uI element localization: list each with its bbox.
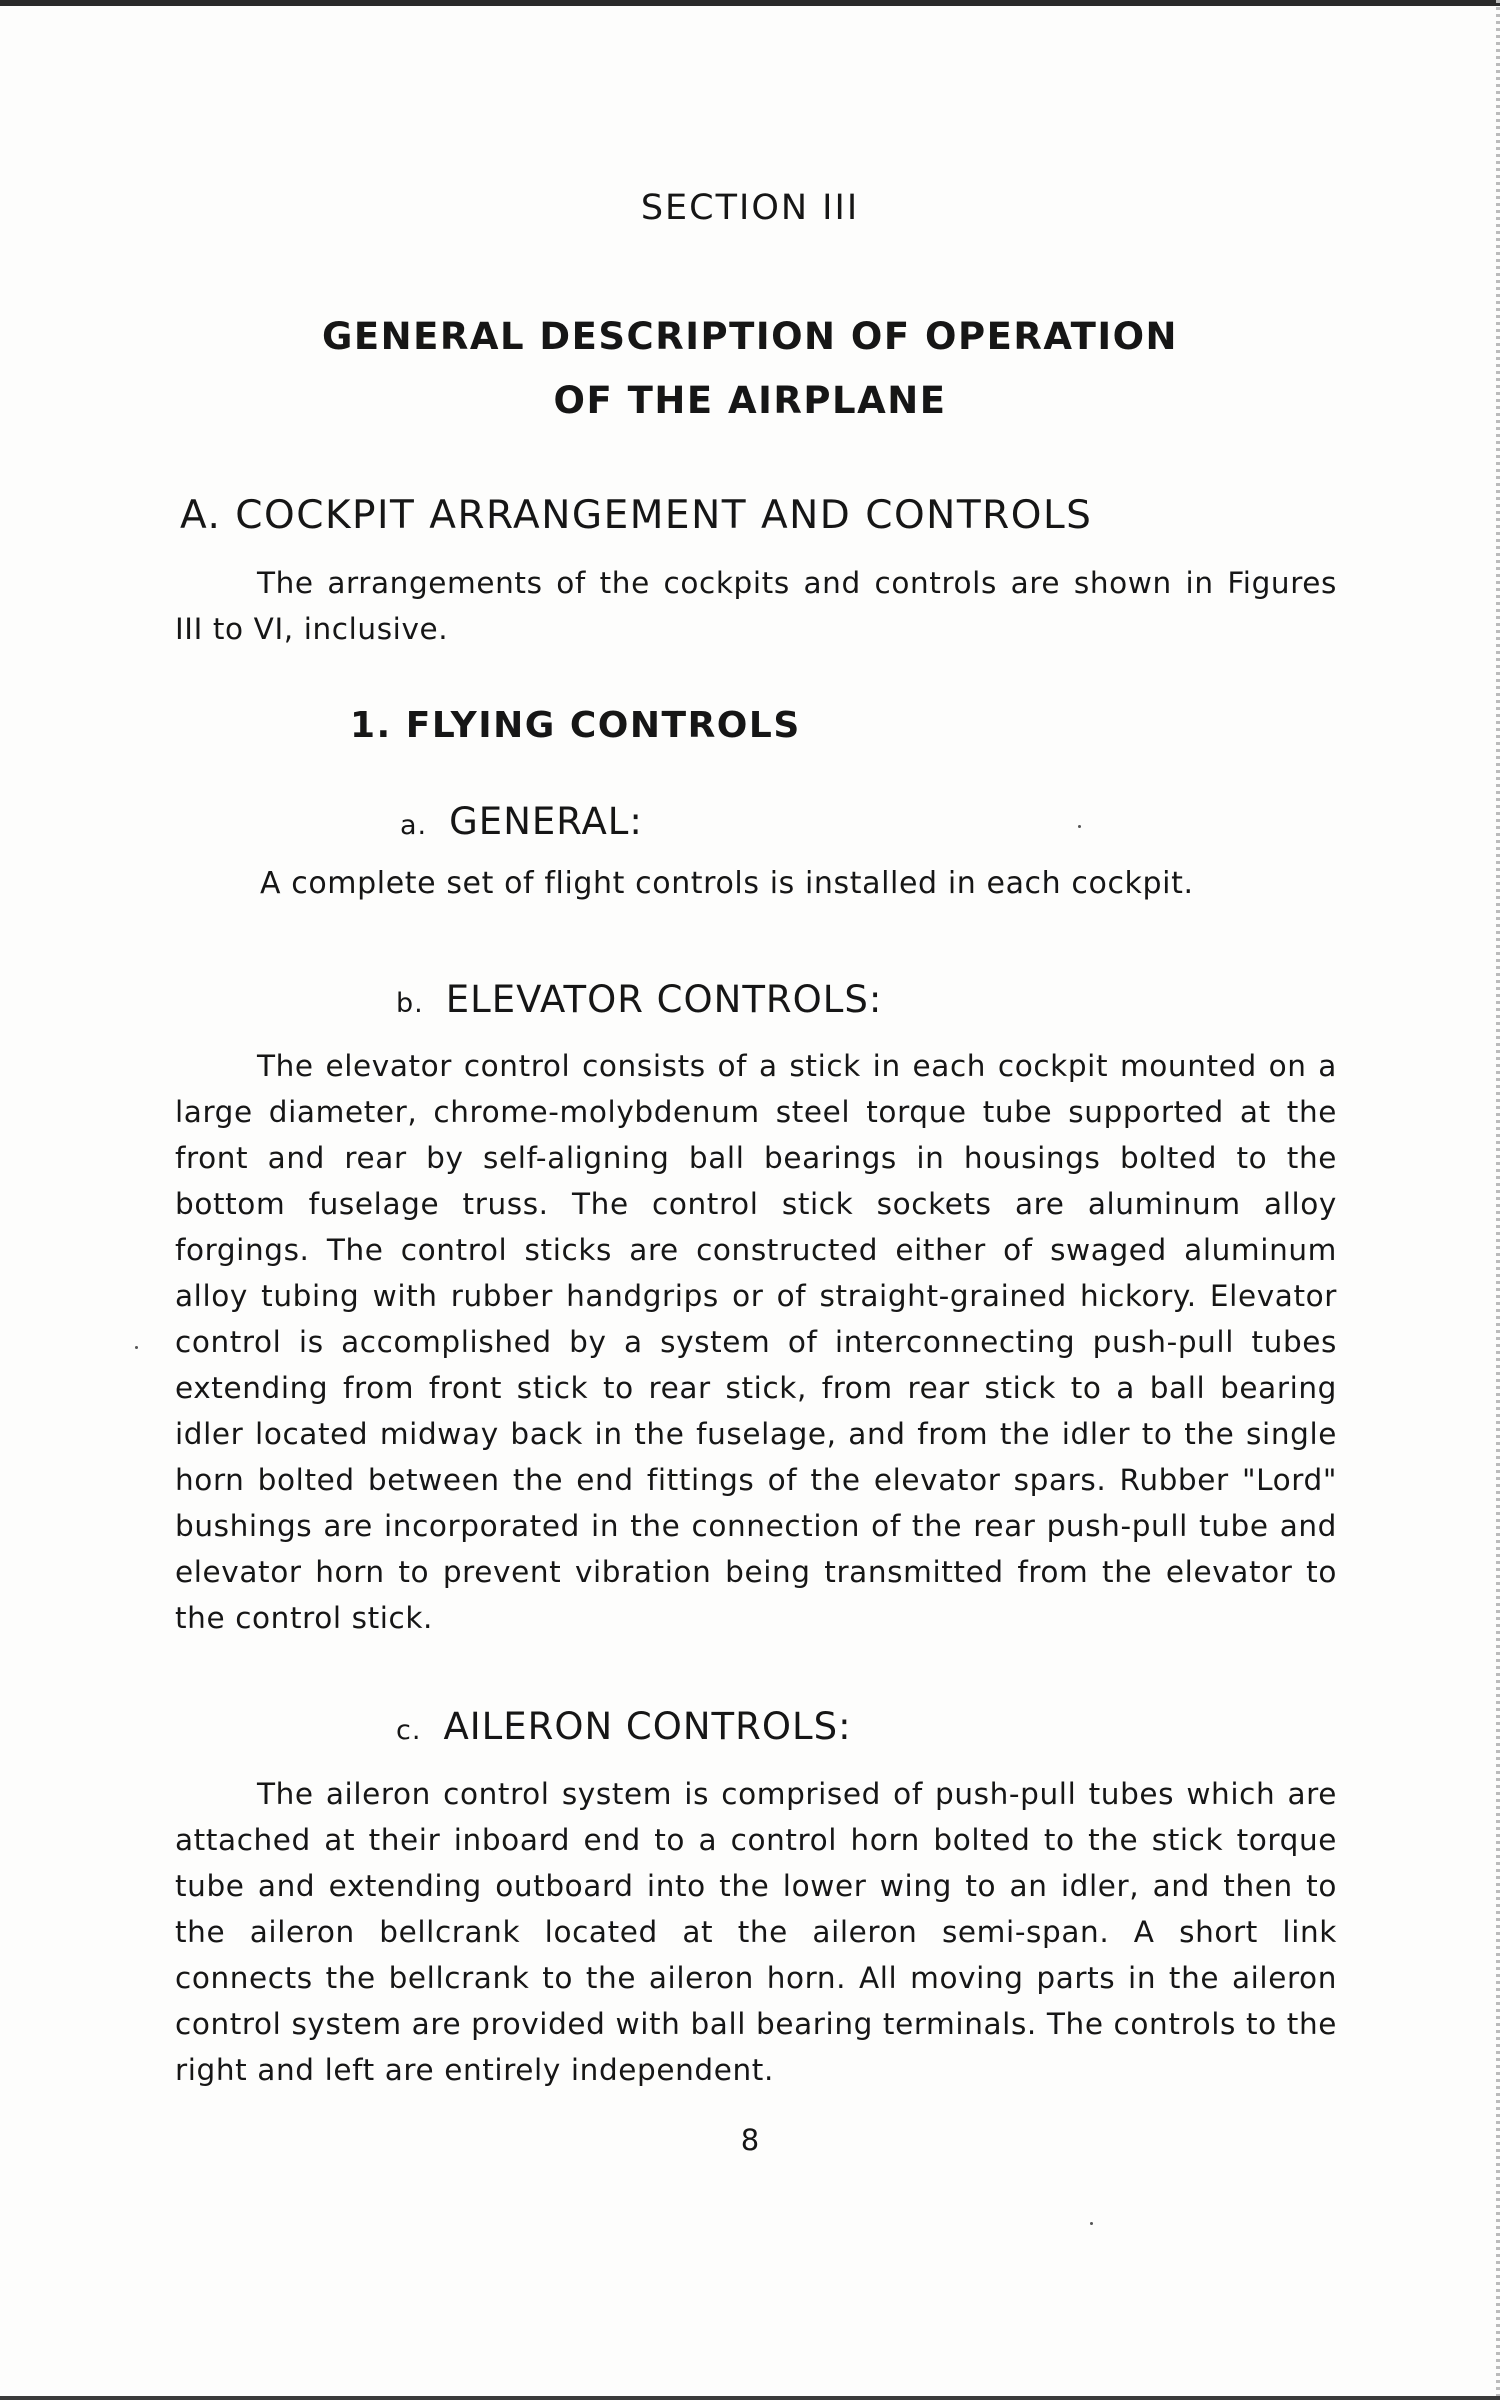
section-label: SECTION III — [640, 188, 860, 228]
scan-bottom-edge — [0, 2396, 1500, 2400]
page-title — [0, 305, 1500, 433]
aileron-letter: c. — [396, 1715, 422, 1746]
general-heading — [400, 800, 643, 843]
page-number: 8 — [740, 2123, 760, 2157]
page-title-line-1: GENERAL DESCRIPTION OF OPERATION — [321, 315, 1179, 358]
general-letter: a. — [400, 810, 428, 841]
page-title-line-2: OF THE AIRPLANE — [553, 379, 947, 422]
aileron-text: The aileron control system is comprised of push-pull tubes which are attached at their inboard end to a control horn bolted to the stick torque tube and extending outboard into the lower wing to an idler, and then to the aileron bellcrank located at the aileron semi-span. A short link connects the bellcrank to the aileron horn. All moving parts in the aileron control system are provided with ball bearing terminals. The controls to the right and left are entirely independent. — [175, 1777, 1337, 2087]
scan-speck — [1090, 2222, 1093, 2225]
elevator-letter: b. — [396, 988, 424, 1019]
flying-controls-heading: 1. FLYING CONTROLS — [350, 705, 801, 746]
aileron-heading — [396, 1705, 852, 1748]
section-a-heading: A. COCKPIT ARRANGEMENT AND CONTROLS — [180, 493, 1093, 538]
scan-speck — [1078, 825, 1081, 828]
general-title: GENERAL: — [449, 800, 643, 843]
aileron-title: AILERON CONTROLS: — [443, 1705, 852, 1748]
section-a-intro: The arrangements of the cockpits and controls are shown in Figures III to VI, inclusive. — [175, 566, 1337, 646]
scan-top-edge — [0, 0, 1500, 6]
scan-speck — [135, 1346, 138, 1349]
general-text: A complete set of flight controls is installed in each cockpit. — [260, 866, 1194, 901]
elevator-text: The elevator control consists of a stick in each cockpit mounted on a large diameter, chrome-molybdenum steel torque tube supported at the front and rear by self-aligning ball bearings in housings bolted to the bottom fuselage truss. The control stick sockets are aluminum alloy forgings. The control sticks are constructed either of swaged aluminum alloy tubing with rubber handgrips or of straight-grained hickory. Elevator control is accomplished by a system of interconnecting push-pull tubes extending from front stick to rear stick, from rear stick to a ball bearing idler located midway back in the fuselage, and from the idler to the single horn bolted between the end fittings of the elevator spars. Rubber "Lord" bushings are incorporated in the connection of the rear push-pull tube and elevator horn to prevent vibration being transmitted from the elevator to the control stick. — [175, 1049, 1337, 1635]
elevator-heading — [396, 978, 882, 1021]
elevator-title: ELEVATOR CONTROLS: — [445, 978, 883, 1021]
